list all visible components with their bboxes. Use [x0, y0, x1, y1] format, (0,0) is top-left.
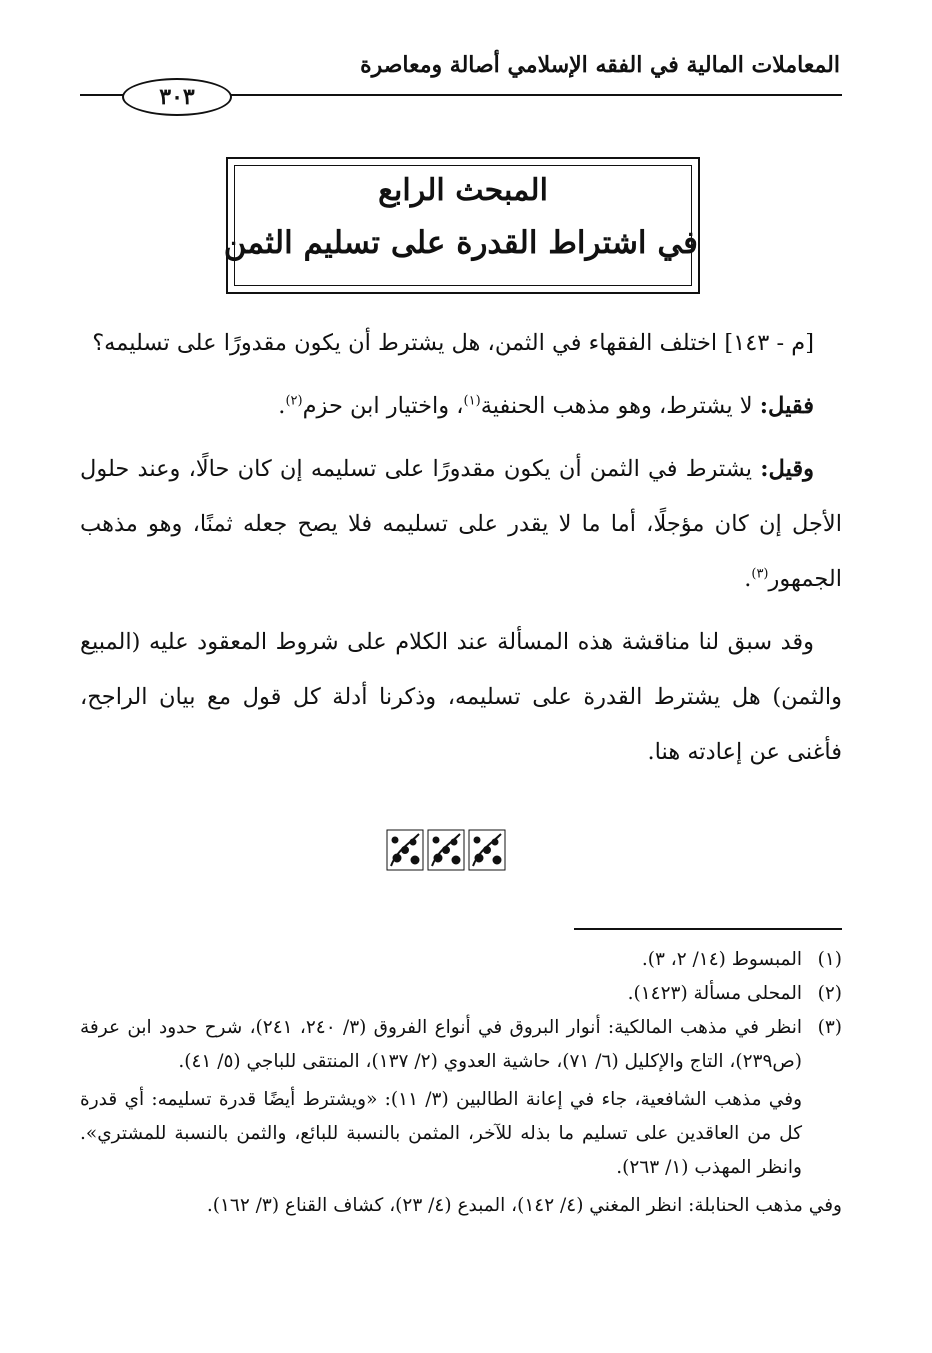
footnote-3-hanbali: وفي مذهب الحنابلة: انظر المغني (٤/ ١٤٢)، المبدع (٤/ ٢٣)، كشاف القناع (٣/ ١٦٢). [206, 1195, 842, 1216]
footnote-2 [80, 977, 842, 1011]
footnote-separator [574, 928, 842, 930]
floral-ornament-icon [385, 828, 507, 872]
paragraph-2-text-b: ، واختيار ابن حزم [302, 393, 464, 419]
footnote-1-number: (١) [817, 949, 842, 970]
page-number: ٣٠٣ [122, 78, 232, 116]
paragraph-3-lead: وقيل: [760, 456, 814, 482]
section-title-line-2: في اشتراط القدرة على تسليم الثمن [223, 225, 698, 261]
running-title: المعاملات المالية في الفقه الإسلامي أصالة ومعاصرة [360, 52, 840, 78]
paragraph-3-text-a: يشترط في الثمن أن يكون مقدورًا على تسليمه إن كان حالًا، وعند حلول الأجل إن كان مؤجلًا، أما ما لا يقدر على تسليمه فلا يصح جعله ثمنًا، وهو مذهب الجمهور [80, 456, 842, 592]
footnotes [80, 943, 842, 1223]
footnote-3-number: (٣) [817, 1017, 842, 1038]
footnote-2-number: (٢) [817, 983, 842, 1004]
footnote-ref-3[interactable]: (٣) [751, 566, 769, 582]
footnote-2-text: المحلى مسألة (١٤٢٣). [627, 983, 802, 1004]
section-title-box [223, 157, 700, 294]
paragraph-3 [80, 442, 842, 607]
body-text [80, 316, 842, 780]
section-title-line-1: المبحث الرابع [378, 173, 548, 208]
paragraph-4: وقد سبق لنا مناقشة هذه المسألة عند الكلام على شروط المعقود عليه (المبيع والثمن) هل يشترط القدرة على تسليمه، وذكرنا أدلة كل قول مع بيان الراجح، فأغنى عن إعادته هنا. [80, 629, 842, 765]
paragraph-1: [م - ١٤٣] اختلف الفقهاء في الثمن، هل يشترط أن يكون مقدورًا على تسليمه؟ [92, 330, 814, 356]
footnote-ref-2[interactable]: (٢) [285, 393, 303, 409]
paragraph-2-lead: فقيل: [759, 393, 814, 419]
footnote-ref-1[interactable]: (١) [463, 393, 481, 409]
footnote-1-text: المبسوط (١٤/ ٢، ٣). [641, 949, 802, 970]
paragraph-2-text-c: . [278, 393, 286, 419]
footnote-1 [80, 943, 842, 977]
footnote-3-shafii: وفي مذهب الشافعية، جاء في إعانة الطالبين (٣/ ١١): «ويشترط أيضًا قدرة تسليمه: أي قدرة كل من العاقدين على تسليم ما بذله للآخر، المثمن بالنسبة للبائع، والثمن بالنسبة للمشتري». وانظر المهذب (١/ ٢٦٣). [80, 1089, 802, 1178]
paragraph-3-text-b: . [744, 566, 752, 592]
footnote-3-text: انظر في مذهب المالكية: أنوار البروق في أنواع الفروق (٣/ ٢٤٠، ٢٤١)، شرح حدود ابن عرفة (ص٢٣٩)، التاج والإكليل (٦/ ٧١)، حاشية العدوي (٢/ ١٣٧)، المنتقى للباجي (٥/ ٤١). [80, 1017, 802, 1072]
paragraph-2-text-a: لا يشترط، وهو مذهب الحنفية [480, 393, 760, 419]
paragraph-2 [80, 379, 842, 434]
footnote-3 [80, 1011, 842, 1079]
